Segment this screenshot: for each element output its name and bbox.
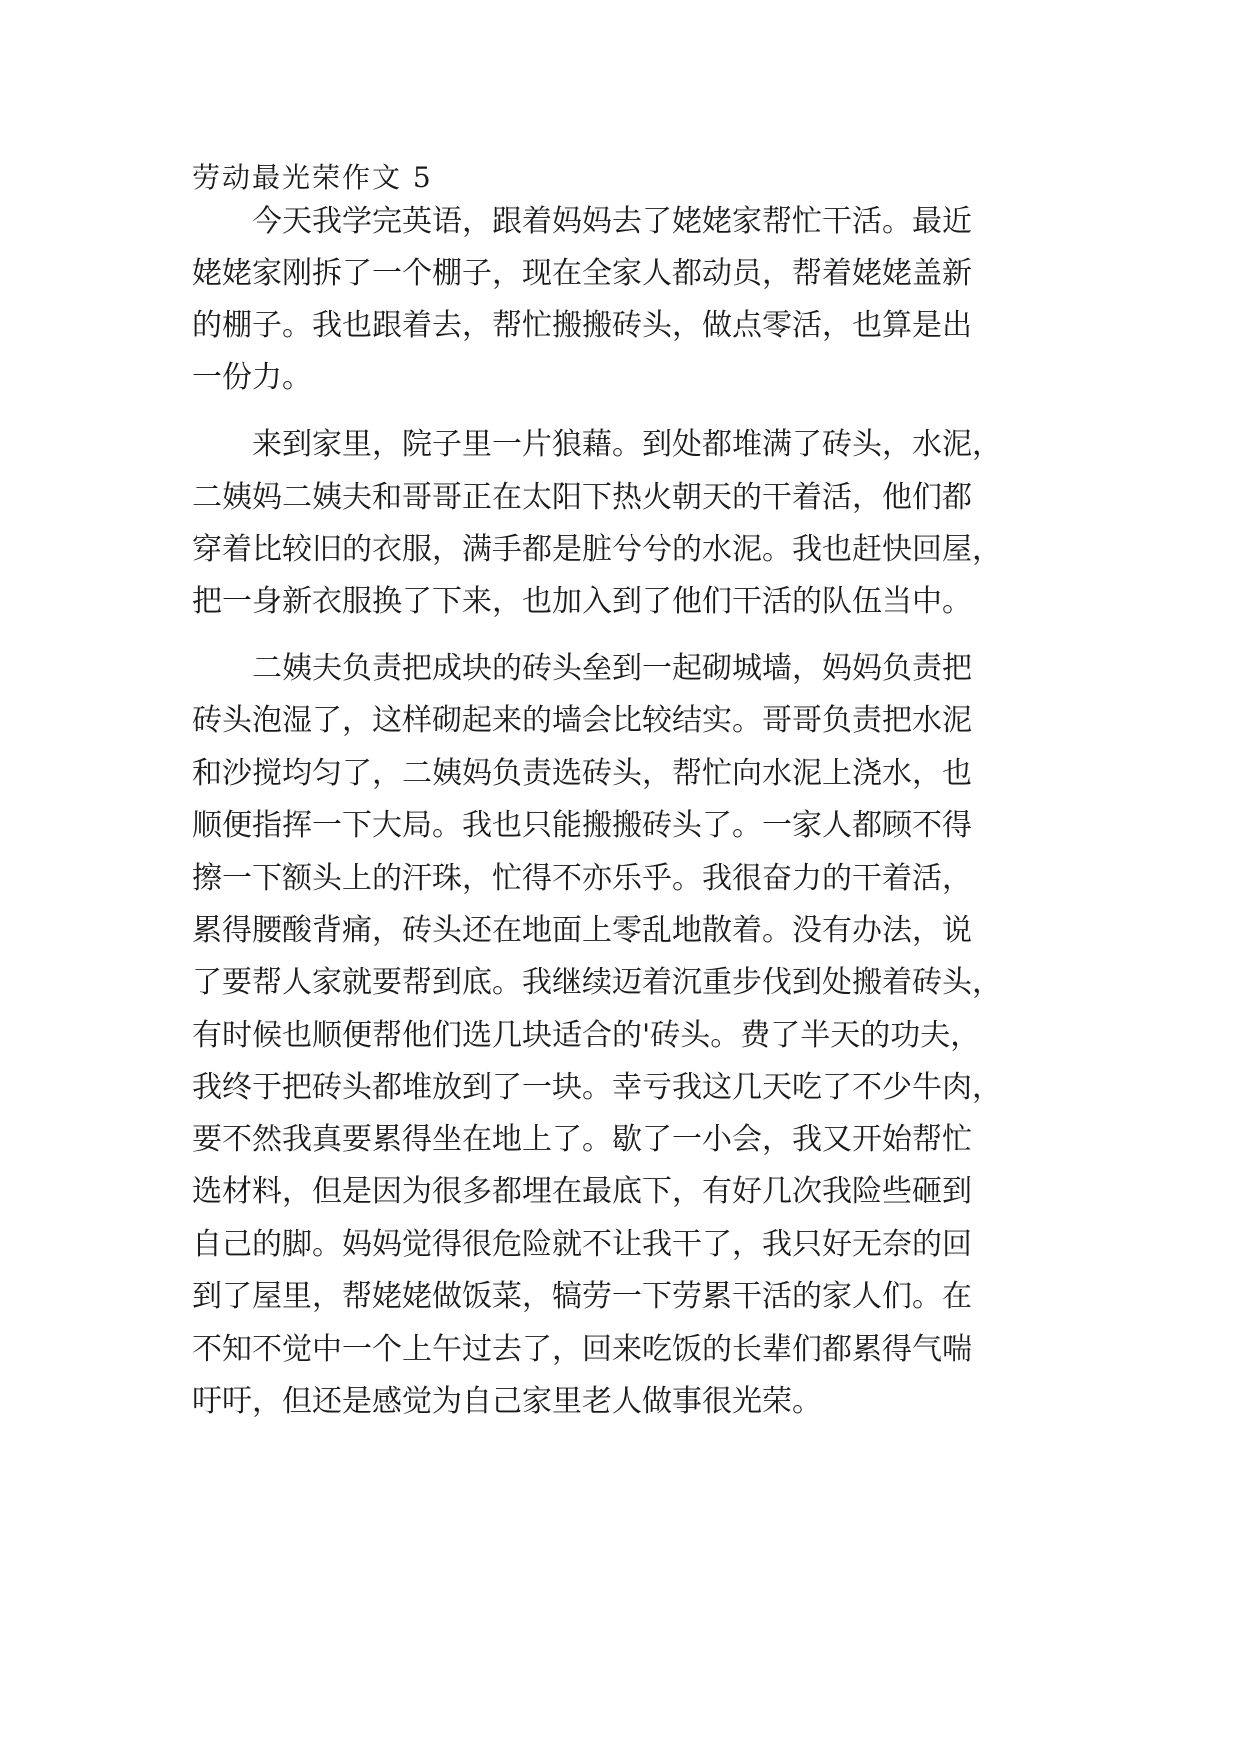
- text-line: 今天我学完英语，跟着妈妈去了姥姥家帮忙干活。最近: [192, 204, 972, 239]
- text-line: 要不然我真要累得坐在地上了。歇了一小会，我又开始帮忙: [192, 1122, 972, 1157]
- text-line: 把一身新衣服换了下来，也加入到了他们干活的队伍当中。: [192, 584, 972, 619]
- text-line: 吁吁，但还是感觉为自己家里老人做事很光荣。: [192, 1384, 822, 1419]
- text-line: 到了屋里，帮姥姥做饭菜，犒劳一下劳累干活的家人们。在: [192, 1279, 972, 1314]
- text-line: 砖头泡湿了，这样砌起来的墙会比较结实。哥哥负责把水泥: [192, 703, 972, 738]
- text-line: 了要帮人家就要帮到底。我继续迈着沉重步伐到处搬着砖头，: [192, 965, 1002, 1000]
- text-line: 累得腰酸背痛，砖头还在地面上零乱地散着。没有办法，说: [192, 913, 972, 948]
- text-line: 选材料，但是因为很多都埋在最底下，有好几次我险些砸到: [192, 1174, 972, 1209]
- text-line: 擦一下额头上的汗珠，忙得不亦乐乎。我很奋力的干着活，: [192, 861, 972, 896]
- text-line: 一份力。: [192, 360, 312, 395]
- text-line: 穿着比较旧的衣服，满手都是脏兮兮的水泥。我也赶快回屋，: [192, 532, 1002, 567]
- document-title: 劳动最光荣作文 5: [192, 161, 433, 194]
- text-line: 二姨妈二姨夫和哥哥正在太阳下热火朝天的干着活，他们都: [192, 480, 972, 515]
- text-line: 顺便指挥一下大局。我也只能搬搬砖头了。一家人都顾不得: [192, 808, 972, 843]
- text-line: 的棚子。我也跟着去，帮忙搬搬砖头，做点零活，也算是出: [192, 308, 972, 343]
- text-line: 不知不觉中一个上午过去了，回来吃饭的长辈们都累得气喘: [192, 1332, 972, 1367]
- text-line: 姥姥家刚拆了一个棚子，现在全家人都动员，帮着姥姥盖新: [192, 256, 972, 291]
- text-line: 有时候也顺便帮他们选几块适合的'砖头。费了半天的功夫，: [192, 1018, 981, 1053]
- text-line: 自己的脚。妈妈觉得很危险就不让我干了，我只好无奈的回: [192, 1227, 972, 1262]
- text-line: 我终于把砖头都堆放到了一块。幸亏我这几天吃了不少牛肉，: [192, 1070, 1002, 1105]
- text-line: 二姨夫负责把成块的砖头垒到一起砌城墙，妈妈负责把: [192, 651, 972, 686]
- text-line: 和沙搅均匀了，二姨妈负责选砖头，帮忙向水泥上浇水，也: [192, 756, 972, 791]
- text-line: 来到家里，院子里一片狼藉。到处都堆满了砖头，水泥，: [192, 427, 1002, 462]
